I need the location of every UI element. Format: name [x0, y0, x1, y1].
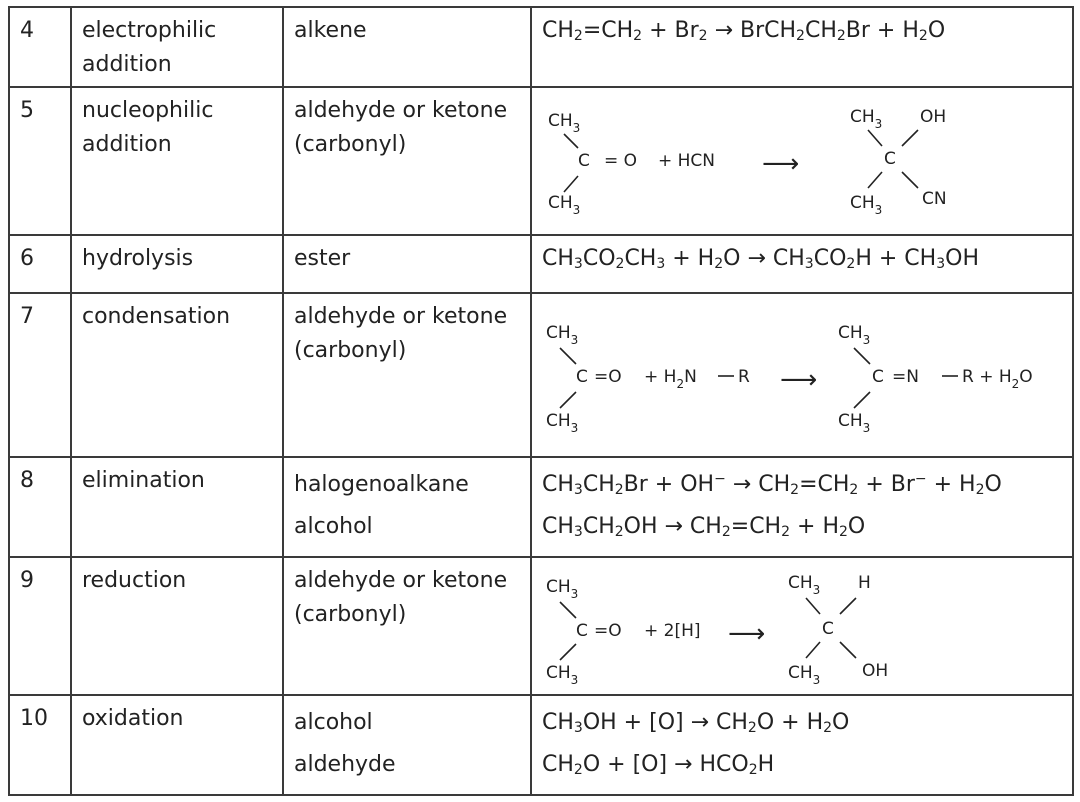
nitrile-label: CN	[922, 189, 947, 209]
subscript: 2	[721, 524, 731, 540]
functional-group: (carbonyl)	[294, 602, 407, 627]
equation-text: =CH	[799, 472, 850, 497]
ch3-label: $CH_3$	[850, 193, 883, 217]
equation-line	[542, 506, 1072, 548]
subscript: 3	[573, 524, 583, 540]
cyanohydrin-formation-diagram	[532, 88, 1072, 234]
equation-text: CH	[542, 246, 574, 271]
ch3-label: $CH_3$	[546, 323, 579, 347]
subscript: 3	[573, 720, 583, 736]
subscript: 2	[747, 720, 757, 736]
equation-text: O + H	[756, 710, 824, 735]
reaction-arrow: ⟶	[762, 149, 800, 179]
table-row	[10, 86, 1072, 234]
equation-text: CH	[542, 710, 574, 735]
subscript: 2	[714, 256, 724, 272]
subscript: 2	[796, 28, 805, 44]
subscript: 2	[849, 482, 859, 498]
subscript: 2	[748, 762, 758, 778]
superscript: −	[914, 471, 927, 487]
equation-text: O → CH	[723, 246, 805, 271]
functional-group: ester	[294, 246, 351, 271]
carbon-label: C	[578, 151, 590, 171]
structural-equation-cell	[530, 558, 1072, 694]
equation-text: + H	[926, 472, 976, 497]
equation-text: H + CH	[855, 246, 937, 271]
row-number: 8	[20, 468, 34, 493]
equation-text: CO	[582, 246, 616, 271]
reaction-type: elimination	[82, 468, 205, 493]
equation-text: O	[927, 18, 946, 43]
double-bond-nitrogen: =N	[892, 367, 919, 387]
equation-text: OH → CH	[623, 514, 722, 539]
equation-text: CH	[582, 472, 615, 497]
ch3-label: $CH_3$	[850, 107, 883, 131]
functional-group: alcohol	[294, 514, 373, 539]
row-number: 5	[20, 98, 34, 123]
equation-text: Br + OH	[623, 472, 715, 497]
row-number: 4	[20, 18, 34, 43]
reaction-type: condensation	[82, 304, 231, 329]
equation-text: CO	[813, 246, 847, 271]
reaction-type: addition	[82, 132, 172, 157]
equation-line	[542, 744, 1072, 786]
equation-cell	[530, 8, 1072, 86]
equation-text: OH + [O] → CH	[582, 710, 748, 735]
ch3-label: $CH_3$	[838, 411, 871, 435]
subscript: 3	[573, 256, 583, 272]
subscript: 2	[614, 524, 624, 540]
equation-text: =CH	[582, 18, 634, 43]
equation-text: → CH	[725, 472, 791, 497]
equation-line	[542, 702, 1072, 744]
equation-text: O	[984, 472, 1002, 497]
reaction-arrow: ⟶	[780, 365, 818, 395]
product-r-water: $R + H_2O$	[962, 367, 1033, 391]
ch3-label: $CH_3$	[548, 111, 581, 135]
equation-text: CH	[542, 752, 574, 777]
carbon-label: C	[576, 367, 588, 387]
hydroxyl-label: OH	[920, 107, 947, 127]
subscript: 2	[846, 256, 856, 272]
functional-group: (carbonyl)	[294, 132, 407, 157]
ch3-label: $CH_3$	[838, 323, 871, 347]
subscript: 3	[573, 482, 583, 498]
row-number: 6	[20, 246, 34, 271]
reaction-type: addition	[82, 52, 172, 77]
functional-group: aldehyde or ketone	[294, 568, 508, 593]
subscript: 2	[698, 28, 708, 44]
subscript: 2	[918, 28, 928, 44]
reaction-type: oxidation	[82, 706, 184, 731]
functional-group: aldehyde	[294, 752, 396, 777]
equation-text: CH	[542, 514, 574, 539]
superscript: −	[714, 471, 726, 487]
ch3-label: $CH_3$	[788, 663, 821, 687]
functional-group: aldehyde or ketone	[294, 98, 508, 123]
table-row	[10, 694, 1072, 794]
equation-text: =CH	[730, 514, 782, 539]
table-row	[10, 8, 1072, 86]
ch3-label: $CH_3$	[546, 663, 579, 687]
reaction-table	[8, 6, 1074, 796]
equation-text: Br + H	[845, 18, 919, 43]
equation-text: CH	[804, 18, 837, 43]
equation-line	[542, 464, 1072, 506]
reaction-type: hydrolysis	[82, 246, 194, 271]
subscript: 2	[615, 256, 625, 272]
equation-text: + H	[665, 246, 715, 271]
functional-group: (carbonyl)	[294, 338, 407, 363]
subscript: 2	[823, 720, 833, 736]
reaction-type: reduction	[82, 568, 187, 593]
hydrogen-label: H	[858, 573, 871, 593]
equation-text: O + [O] → HCO	[582, 752, 749, 777]
hydroxyl-label: OH	[862, 661, 889, 681]
subscript: 2	[633, 28, 643, 44]
carbon-label: C	[576, 621, 588, 641]
row-number: 9	[20, 568, 34, 593]
equation-cell	[530, 696, 1072, 794]
ch3-label: $CH_3$	[788, 573, 821, 597]
functional-group: aldehyde or ketone	[294, 304, 508, 329]
table-row	[10, 292, 1072, 456]
subscript: 2	[614, 482, 624, 498]
subscript: 2	[790, 482, 800, 498]
equation-text: CH	[582, 514, 615, 539]
subscript: 2	[836, 28, 846, 44]
subscript: 2	[839, 524, 848, 540]
equation-line	[542, 242, 1072, 276]
reduction-diagram	[532, 558, 1072, 694]
functional-group: halogenoalkane	[294, 472, 469, 497]
double-bond-oxygen: =O	[594, 621, 622, 641]
hydrogen-reagent: + 2[H]	[644, 621, 701, 641]
reaction-type: electrophilic	[82, 18, 217, 43]
table-row	[10, 556, 1072, 694]
functional-group: alcohol	[294, 710, 373, 735]
ch3-label: $CH_3$	[548, 193, 581, 217]
equation-text: H	[757, 752, 775, 777]
equation-text: O	[832, 710, 850, 735]
equation-text: CH	[542, 472, 574, 497]
equation-text: + Br	[642, 18, 699, 43]
subscript: 2	[573, 762, 583, 778]
structural-equation-cell	[530, 88, 1072, 234]
reagent-hcn: + HCN	[658, 151, 716, 171]
equation-text: → BrCH	[707, 18, 797, 43]
equation-text: CH	[542, 18, 574, 43]
condensation-diagram	[532, 294, 1072, 456]
equation-cell	[530, 458, 1072, 556]
amine-reagent: + $H_2N$	[644, 367, 697, 391]
double-bond-oxygen: = O	[604, 151, 638, 171]
subscript: 3	[804, 256, 814, 272]
table-row	[10, 234, 1072, 292]
reaction-type: nucleophilic	[82, 98, 214, 123]
equation-text: + Br	[858, 472, 915, 497]
functional-group: alkene	[294, 18, 367, 43]
table-row	[10, 456, 1072, 556]
ch3-label: $CH_3$	[546, 411, 579, 435]
r-group: R	[738, 367, 750, 387]
row-number: 10	[20, 706, 48, 731]
equation-text: + H	[790, 514, 839, 539]
equation-line	[542, 14, 1072, 48]
reaction-arrow: ⟶	[728, 619, 766, 649]
carbon-label: C	[884, 149, 896, 169]
carbon-label: C	[822, 619, 834, 639]
subscript: 2	[781, 524, 791, 540]
equation-cell	[530, 236, 1072, 292]
double-bond-oxygen: =O	[594, 367, 622, 387]
ch3-label: $CH_3$	[546, 577, 579, 601]
equation-text: CH	[624, 246, 657, 271]
structural-equation-cell	[530, 294, 1072, 456]
equation-text: OH	[945, 246, 979, 271]
subscript: 2	[975, 482, 985, 498]
subscript: 3	[936, 256, 946, 272]
subscript: 2	[573, 28, 583, 44]
equation-text: O	[847, 514, 866, 539]
carbon-label: C	[872, 367, 884, 387]
row-number: 7	[20, 304, 34, 329]
subscript: 3	[656, 256, 666, 272]
